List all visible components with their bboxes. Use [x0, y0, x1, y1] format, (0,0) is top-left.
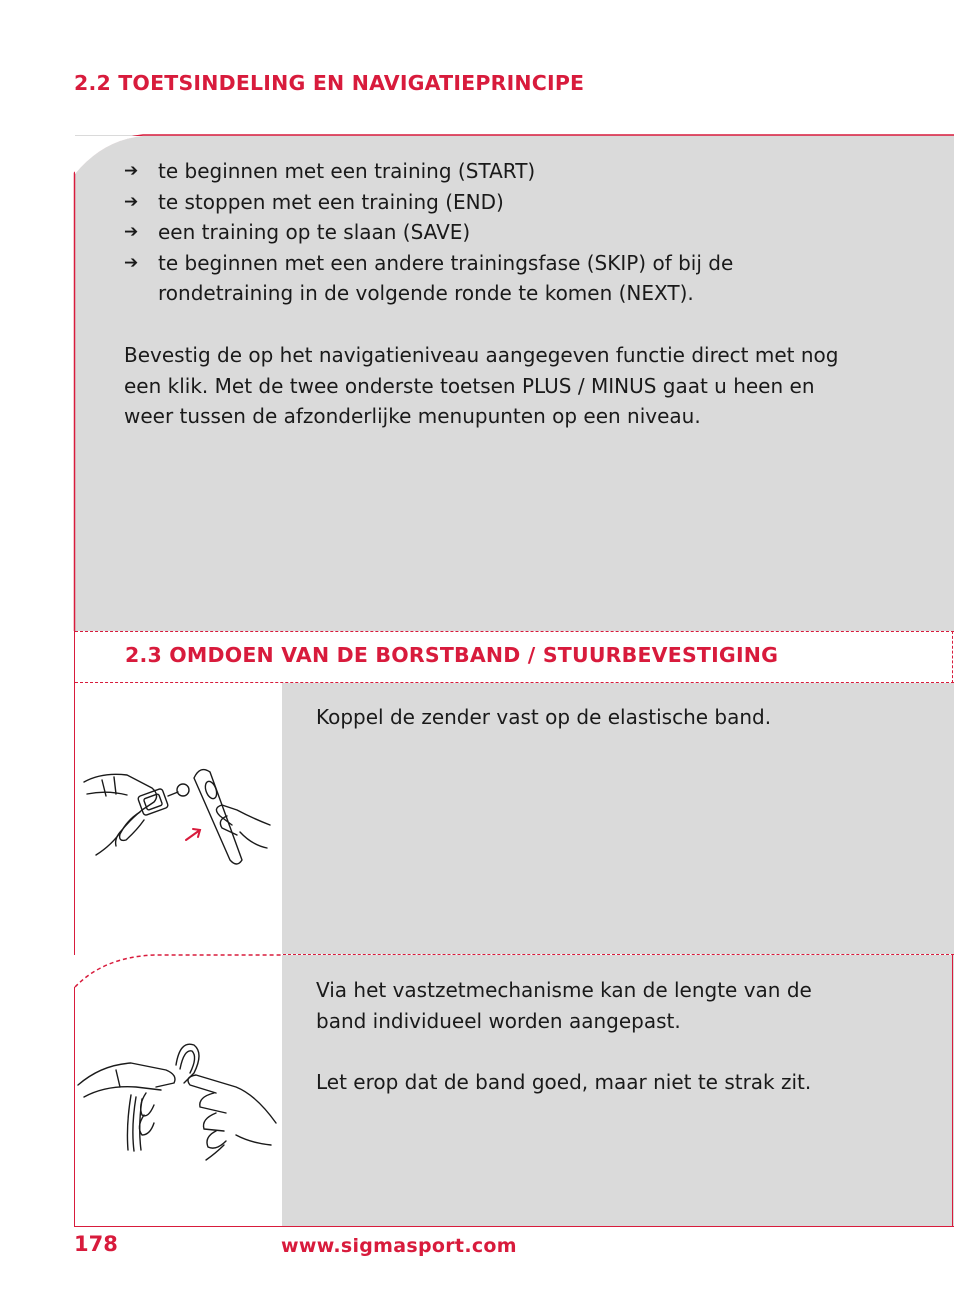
arrow-right-icon: ➔: [124, 252, 139, 273]
website-link[interactable]: www.sigmasport.com: [281, 1235, 517, 1257]
bullet-item: ➔ te beginnen met een andere trainingsfase (SKIP) of bij de rondetraining in de volgende ronde te komen (NEXT).: [124, 248, 804, 309]
dashed-curve-divider: [74, 953, 284, 989]
section-title: 2.2 TOETSINDELING EN NAVIGATIEPRINCIPE: [74, 71, 585, 95]
bullet-item: ➔ een training op te slaan (SAVE): [124, 217, 804, 248]
arrow-right-icon: ➔: [124, 191, 139, 212]
left-border: [74, 631, 75, 683]
step-2-note: Let erop dat de band goed, maar niet te strak zit.: [316, 1070, 812, 1094]
step-1-text: Koppel de zender vast op de elastische band.: [316, 705, 772, 729]
left-border: [74, 683, 75, 955]
action-bullet-list: [124, 156, 804, 309]
arrow-right-icon: ➔: [124, 161, 139, 181]
page-number: 178: [74, 1232, 118, 1256]
left-border: [74, 987, 75, 1227]
right-border: [952, 631, 953, 683]
step-2-text: Via het vastzetmechanisme kan de lengte van de band individueel worden aangepast.: [316, 978, 812, 1033]
bottom-border: [74, 1226, 954, 1227]
subsection-title: 2.3 OMDOEN VAN DE BORSTBAND / STUURBEVESTIGING: [125, 643, 779, 667]
dashed-divider: [75, 631, 954, 632]
navigation-paragraph: Bevestig de op het navigatieniveau aangegeven functie direct met nog een klik. Met de twee onderste toetsen PLUS / MINUS gaat u heen en weer tussen de afzonderlijke menupunten op een niveau.: [124, 343, 839, 429]
hands-adjusting-strap-illustration: [76, 1035, 281, 1165]
bullet-item: ➔ te beginnen met een training (START): [124, 156, 804, 187]
arrow-right-icon: ➔: [124, 222, 139, 243]
right-border: [952, 955, 953, 1227]
bullet-item: ➔ te stoppen met een training (END): [124, 187, 804, 218]
hands-attaching-transmitter-illustration: [82, 750, 277, 870]
